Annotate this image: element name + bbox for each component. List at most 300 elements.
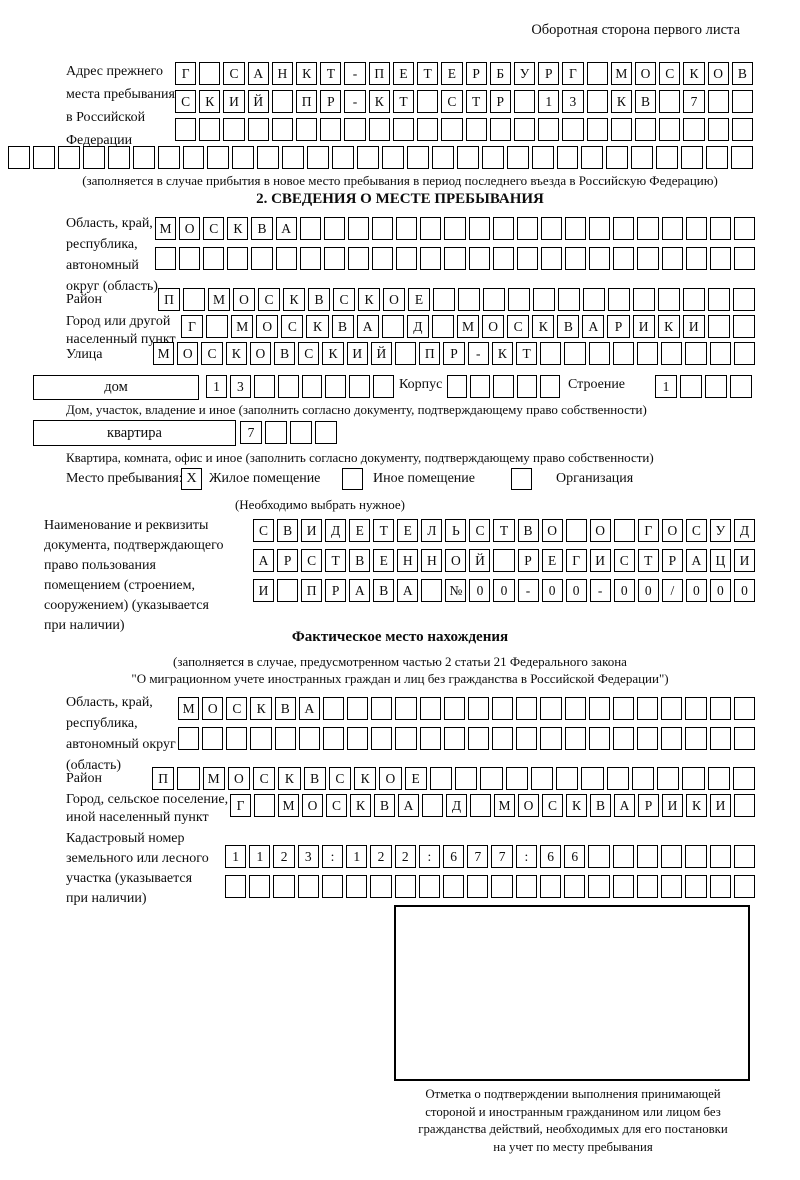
char-cell <box>227 247 248 270</box>
char-cell: Р <box>490 90 511 113</box>
char-cell <box>320 118 341 141</box>
char-cell <box>516 875 537 898</box>
char-cell <box>491 875 512 898</box>
char-cell: Р <box>662 549 683 572</box>
char-cell <box>300 217 321 240</box>
actual-location-note: (заполняется в случае, предусмотренном частью 2 статьи 21 Федерального закона <box>173 654 627 669</box>
char-cell: В <box>373 579 394 602</box>
char-cell <box>433 288 455 311</box>
char-cell: О <box>177 342 198 365</box>
char-cell <box>659 118 680 141</box>
char-cell <box>608 288 630 311</box>
char-cell: М <box>231 315 253 338</box>
char-cell <box>133 146 155 169</box>
char-cell: В <box>251 217 272 240</box>
char-cell <box>637 217 658 240</box>
char-cell: В <box>349 549 370 572</box>
char-cell <box>662 217 683 240</box>
char-cell: Р <box>277 549 298 572</box>
char-cell: К <box>283 288 305 311</box>
char-cell <box>444 697 465 720</box>
region2-row-1[interactable] <box>178 697 755 721</box>
char-cell: П <box>419 342 440 365</box>
char-cell <box>296 118 317 141</box>
apartment-caption: Квартира, комната, офис и иное (заполнить согласно документу, подтверждающему право собственности) <box>66 450 654 465</box>
char-cell <box>447 375 467 398</box>
char-cell: В <box>332 315 354 338</box>
char-cell: С <box>203 217 224 240</box>
char-cell: В <box>590 794 611 817</box>
actual-location-title: Фактическое место нахождения <box>291 629 509 645</box>
char-cell: М <box>208 288 230 311</box>
char-cell <box>581 767 603 790</box>
char-cell: О <box>250 342 271 365</box>
char-cell: В <box>374 794 395 817</box>
cadastral-row-2[interactable] <box>225 875 755 899</box>
char-cell: И <box>710 794 731 817</box>
char-cell <box>708 315 730 338</box>
char-cell: Е <box>373 549 394 572</box>
char-cell <box>541 217 562 240</box>
char-cell: О <box>518 794 539 817</box>
char-cell: И <box>734 549 755 572</box>
char-cell <box>613 697 634 720</box>
region2-row-2[interactable] <box>178 727 755 751</box>
char-cell: Н <box>272 62 293 85</box>
char-cell <box>276 247 297 270</box>
char-cell: : <box>516 845 537 868</box>
prev-address-label: Федерации <box>66 133 133 148</box>
district2-row[interactable] <box>152 767 755 791</box>
char-cell <box>430 767 452 790</box>
char-cell <box>514 118 535 141</box>
char-cell <box>681 146 703 169</box>
char-cell <box>613 845 634 868</box>
char-cell <box>661 875 682 898</box>
char-cell <box>710 697 731 720</box>
char-cell: М <box>153 342 174 365</box>
korpus-cells[interactable] <box>447 375 560 399</box>
region2-label: республика, <box>66 716 138 731</box>
char-cell: К <box>306 315 328 338</box>
document-label: при наличии) <box>44 618 125 633</box>
char-cell <box>469 247 490 270</box>
char-cell: 1 <box>346 845 367 868</box>
char-cell: Г <box>230 794 251 817</box>
char-cell <box>734 247 755 270</box>
char-cell: 0 <box>542 579 563 602</box>
char-cell <box>493 247 514 270</box>
char-cell <box>710 727 731 750</box>
stay-type-note: (Необходимо выбрать нужное) <box>234 497 406 512</box>
char-cell <box>396 217 417 240</box>
char-cell <box>371 727 392 750</box>
char-cell: 6 <box>443 845 464 868</box>
checkbox-organization[interactable] <box>511 468 532 490</box>
char-cell: А <box>357 315 379 338</box>
char-cell: А <box>614 794 635 817</box>
char-cell: А <box>276 217 297 240</box>
char-cell <box>178 727 199 750</box>
char-cell: В <box>277 519 298 542</box>
korpus-label: Корпус <box>399 377 443 392</box>
char-cell <box>298 875 319 898</box>
char-cell <box>540 875 561 898</box>
char-cell: С <box>329 767 351 790</box>
char-cell: К <box>226 342 247 365</box>
char-cell <box>444 247 465 270</box>
char-cell <box>587 62 608 85</box>
char-cell: 3 <box>298 845 319 868</box>
char-cell <box>661 697 682 720</box>
char-cell <box>382 315 404 338</box>
cadastral-row-1[interactable] <box>225 845 755 869</box>
char-cell <box>733 288 755 311</box>
char-cell <box>686 217 707 240</box>
char-cell: О <box>383 288 405 311</box>
stamp-caption-line: на учет по месту пребывания <box>493 1139 653 1154</box>
char-cell <box>349 375 370 398</box>
char-cell: О <box>179 217 200 240</box>
char-cell <box>637 697 658 720</box>
stamp-caption-line: стороной и иностранным гражданином или лицом без <box>425 1104 721 1119</box>
char-cell <box>565 247 586 270</box>
char-cell: К <box>686 794 707 817</box>
char-cell: Т <box>417 62 438 85</box>
char-cell: О <box>635 62 656 85</box>
char-cell <box>589 697 610 720</box>
char-cell <box>421 579 442 602</box>
house-number-cells[interactable] <box>206 375 394 399</box>
city-row[interactable] <box>181 315 755 339</box>
char-cell <box>347 727 368 750</box>
char-cell <box>516 697 537 720</box>
char-cell <box>322 875 343 898</box>
char-cell: Т <box>325 549 346 572</box>
char-cell <box>613 875 634 898</box>
char-cell <box>558 288 580 311</box>
char-cell: В <box>518 519 539 542</box>
char-cell <box>606 146 628 169</box>
char-cell <box>508 288 530 311</box>
prev-address-label: Адрес прежнего <box>66 64 163 79</box>
document-row-1[interactable] <box>253 519 755 543</box>
char-cell: 0 <box>638 579 659 602</box>
region-row-1[interactable] <box>155 217 755 241</box>
char-cell <box>175 118 196 141</box>
char-cell: О <box>708 62 729 85</box>
char-cell: С <box>223 62 244 85</box>
char-cell: 3 <box>562 90 583 113</box>
char-cell <box>611 118 632 141</box>
char-cell: А <box>397 579 418 602</box>
char-cell <box>249 875 270 898</box>
char-cell <box>206 315 228 338</box>
apartment-box-label: квартира <box>33 420 236 446</box>
char-cell: Ц <box>710 549 731 572</box>
char-cell <box>633 288 655 311</box>
char-cell: Е <box>397 519 418 542</box>
prev-address-row-1[interactable] <box>175 62 753 86</box>
char-cell: В <box>557 315 579 338</box>
char-cell: А <box>582 315 604 338</box>
document-row-2[interactable] <box>253 549 755 573</box>
char-cell <box>562 118 583 141</box>
char-cell <box>732 118 753 141</box>
char-cell <box>635 118 656 141</box>
char-cell: К <box>354 767 376 790</box>
char-cell <box>492 727 513 750</box>
char-cell: С <box>301 549 322 572</box>
char-cell <box>613 342 634 365</box>
char-cell: И <box>253 579 274 602</box>
char-cell <box>282 146 304 169</box>
char-cell: К <box>227 217 248 240</box>
char-cell: С <box>469 519 490 542</box>
city-label: Город или другой <box>66 314 171 329</box>
char-cell <box>373 375 394 398</box>
char-cell <box>516 727 537 750</box>
char-cell: Й <box>371 342 392 365</box>
char-cell <box>395 727 416 750</box>
char-cell: М <box>203 767 225 790</box>
prev-address-row-2[interactable] <box>175 90 753 114</box>
char-cell <box>589 727 610 750</box>
char-cell <box>710 875 731 898</box>
region-label: Область, край, <box>66 216 153 231</box>
char-cell <box>277 579 298 602</box>
char-cell: Р <box>538 62 559 85</box>
char-cell: В <box>274 342 295 365</box>
char-cell <box>372 247 393 270</box>
char-cell: 0 <box>469 579 490 602</box>
char-cell <box>661 342 682 365</box>
char-cell <box>517 217 538 240</box>
char-cell <box>299 727 320 750</box>
char-cell: Т <box>373 519 394 542</box>
char-cell <box>631 146 653 169</box>
char-cell <box>661 727 682 750</box>
char-cell <box>565 697 586 720</box>
char-cell: О <box>233 288 255 311</box>
char-cell <box>705 375 727 398</box>
char-cell <box>273 875 294 898</box>
char-cell: - <box>590 579 611 602</box>
stamp-caption <box>373 1086 773 1156</box>
char-cell <box>158 146 180 169</box>
char-cell <box>492 697 513 720</box>
char-cell <box>708 767 730 790</box>
char-cell: Р <box>325 579 346 602</box>
document-label: помещением (строением, <box>44 578 195 593</box>
section2-title: 2. СВЕДЕНИЯ О МЕСТЕ ПРЕБЫВАНИЯ <box>256 191 544 207</box>
char-cell: А <box>253 549 274 572</box>
char-cell <box>347 697 368 720</box>
char-cell <box>278 375 299 398</box>
char-cell <box>302 375 323 398</box>
char-cell: О <box>256 315 278 338</box>
char-cell <box>517 247 538 270</box>
char-cell: И <box>662 794 683 817</box>
char-cell: В <box>275 697 296 720</box>
char-cell: Г <box>181 315 203 338</box>
char-cell: К <box>658 315 680 338</box>
char-cell: Р <box>518 549 539 572</box>
char-cell: 0 <box>710 579 731 602</box>
prev-address-caption: (заполняется в случае прибытия в новое место пребывания в период последнего въезда в Российскую Федерацию) <box>82 173 718 188</box>
char-cell: 6 <box>540 845 561 868</box>
char-cell <box>637 845 658 868</box>
region-row-2[interactable] <box>155 247 755 271</box>
char-cell <box>382 146 404 169</box>
char-cell: О <box>228 767 250 790</box>
char-cell <box>733 767 755 790</box>
char-cell <box>710 247 731 270</box>
char-cell: / <box>662 579 683 602</box>
document-label: Наименование и реквизиты <box>44 518 209 533</box>
char-cell <box>541 247 562 270</box>
char-cell <box>734 845 755 868</box>
char-cell <box>420 697 441 720</box>
char-cell <box>323 697 344 720</box>
char-cell: 1 <box>225 845 246 868</box>
document-label: право пользования <box>44 558 156 573</box>
cadastral-label: Кадастровый номер <box>66 831 185 846</box>
char-cell <box>730 375 752 398</box>
char-cell <box>395 875 416 898</box>
char-cell: К <box>611 90 632 113</box>
checkbox-residential[interactable]: X <box>181 468 202 490</box>
char-cell: 7 <box>491 845 512 868</box>
char-cell <box>613 727 634 750</box>
prev-address-row-3[interactable] <box>175 118 753 142</box>
char-cell: Р <box>466 62 487 85</box>
apartment-cells[interactable] <box>240 421 337 445</box>
char-cell <box>480 767 502 790</box>
char-cell: Г <box>562 62 583 85</box>
char-cell <box>325 375 346 398</box>
document-label: документа, подтверждающего <box>44 538 224 553</box>
char-cell: В <box>308 288 330 311</box>
char-cell <box>422 794 443 817</box>
char-cell <box>540 727 561 750</box>
char-cell: А <box>248 62 269 85</box>
stroenie-label: Строение <box>568 377 626 392</box>
char-cell: У <box>710 519 731 542</box>
char-cell: О <box>590 519 611 542</box>
char-cell <box>203 247 224 270</box>
char-cell <box>371 697 392 720</box>
stroenie-cells[interactable] <box>655 375 752 399</box>
char-cell: Р <box>607 315 629 338</box>
char-cell: С <box>542 794 563 817</box>
char-cell <box>307 146 329 169</box>
option-residential-label: Жилое помещение <box>209 471 321 486</box>
char-cell <box>83 146 105 169</box>
char-cell <box>506 767 528 790</box>
char-cell: Е <box>349 519 370 542</box>
char-cell <box>202 727 223 750</box>
char-cell <box>514 90 535 113</box>
checkbox-other-premises[interactable] <box>342 468 363 490</box>
district-row[interactable] <box>158 288 755 312</box>
char-cell: Д <box>407 315 429 338</box>
char-cell <box>468 697 489 720</box>
char-cell <box>540 342 561 365</box>
char-cell <box>444 727 465 750</box>
char-cell <box>708 118 729 141</box>
char-cell <box>538 118 559 141</box>
char-cell <box>254 794 275 817</box>
char-cell: Е <box>393 62 414 85</box>
char-cell: 1 <box>206 375 227 398</box>
char-cell <box>395 697 416 720</box>
region2-label: автономный округ <box>66 737 176 752</box>
char-cell: С <box>253 767 275 790</box>
char-cell: № <box>445 579 466 602</box>
char-cell <box>731 146 753 169</box>
char-cell: К <box>250 697 271 720</box>
char-cell: К <box>278 767 300 790</box>
char-cell: К <box>369 90 390 113</box>
char-cell <box>395 342 416 365</box>
prev-address-label: в Российской <box>66 110 146 125</box>
char-cell <box>396 247 417 270</box>
char-cell <box>207 146 229 169</box>
city2-row[interactable] <box>230 794 755 818</box>
char-cell: М <box>611 62 632 85</box>
document-row-3[interactable] <box>253 579 755 603</box>
char-cell <box>455 767 477 790</box>
char-cell <box>637 342 658 365</box>
char-cell <box>183 288 205 311</box>
char-cell <box>265 421 287 444</box>
char-cell: А <box>299 697 320 720</box>
char-cell <box>632 767 654 790</box>
char-cell: Н <box>421 549 442 572</box>
char-cell: 1 <box>538 90 559 113</box>
char-cell: А <box>686 549 707 572</box>
char-cell: С <box>226 697 247 720</box>
char-cell <box>346 875 367 898</box>
char-cell: М <box>178 697 199 720</box>
char-cell <box>657 767 679 790</box>
char-cell <box>420 247 441 270</box>
street-row[interactable] <box>153 342 755 366</box>
char-cell <box>441 118 462 141</box>
char-cell <box>199 118 220 141</box>
char-cell <box>637 247 658 270</box>
cadastral-label: участка (указывается <box>66 871 193 886</box>
char-cell: С <box>507 315 529 338</box>
char-cell: Д <box>734 519 755 542</box>
char-cell <box>248 118 269 141</box>
char-cell: С <box>298 342 319 365</box>
prev-address-row-4[interactable] <box>8 146 753 170</box>
char-cell: 1 <box>249 845 270 868</box>
char-cell: С <box>659 62 680 85</box>
stamp-caption-line: гражданства действий, необходимых для его постановки <box>418 1122 728 1136</box>
char-cell: - <box>518 579 539 602</box>
cadastral-label: земельного или лесного <box>66 851 209 866</box>
char-cell <box>589 342 610 365</box>
char-cell <box>685 697 706 720</box>
region2-label: Область, край, <box>66 695 153 710</box>
char-cell: О <box>379 767 401 790</box>
char-cell <box>300 247 321 270</box>
char-cell: О <box>445 549 466 572</box>
char-cell: С <box>614 549 635 572</box>
